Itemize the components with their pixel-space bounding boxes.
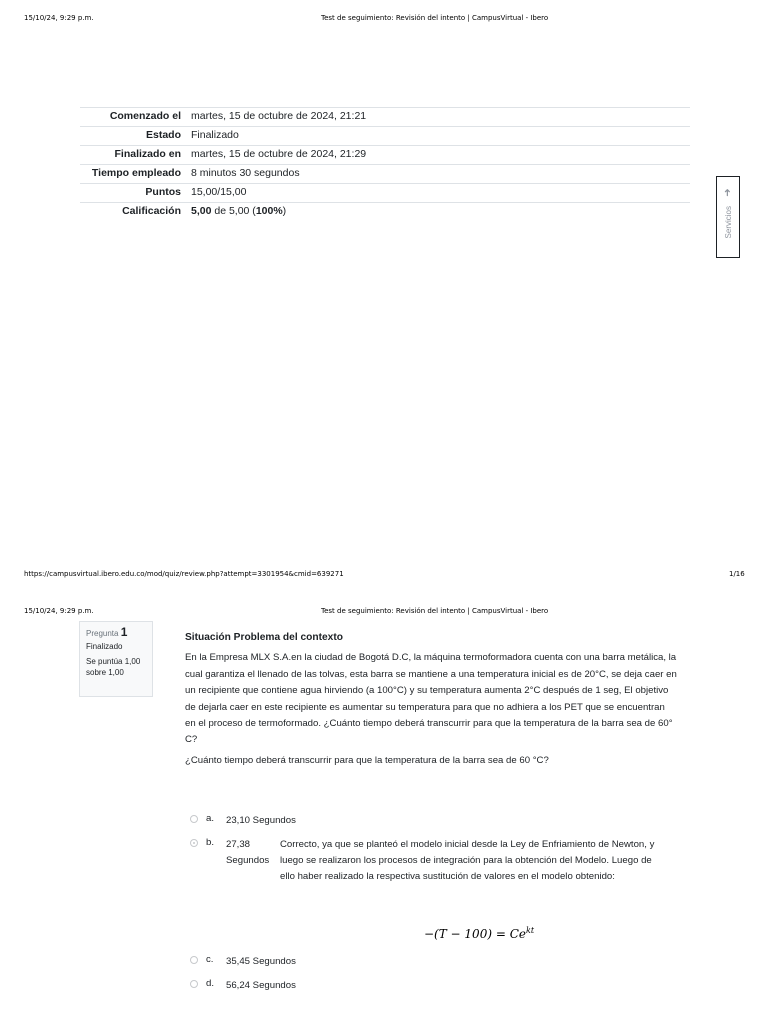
- summary-value: 8 minutos 30 segundos: [186, 165, 690, 184]
- radio-checked-icon[interactable]: [190, 839, 198, 847]
- radio-icon[interactable]: [190, 815, 198, 823]
- question-number: Pregunta 1: [86, 625, 128, 639]
- question-state: Finalizado: [86, 642, 123, 651]
- summary-row-grade: [80, 203, 690, 222]
- attempt-summary-table: [80, 107, 690, 221]
- summary-row-state: [80, 127, 690, 146]
- summary-label: Puntos: [80, 184, 186, 203]
- print-date-header: 15/10/24, 9:29 p.m.: [24, 607, 94, 615]
- print-title-header: Test de seguimiento: Revisión del intento | CampusVirtual - Ibero: [321, 607, 549, 615]
- answer-letter: a.: [206, 813, 215, 824]
- services-label: Servicios: [723, 206, 733, 239]
- services-drawer-button[interactable]: [716, 176, 740, 258]
- grade-score: 5,00: [191, 205, 212, 217]
- summary-label: Tiempo empleado: [80, 165, 186, 184]
- summary-row-points: [80, 184, 690, 203]
- grade-close: ): [282, 205, 287, 217]
- radio-icon[interactable]: [190, 980, 198, 988]
- question-info-box: [79, 621, 153, 697]
- arrow-right-icon: ➜: [722, 188, 734, 197]
- question-title: Situación Problema del contexto: [185, 632, 343, 643]
- summary-label: Comenzado el: [80, 108, 186, 127]
- answer-text: 27,38 Segundos: [226, 839, 270, 866]
- print-title-header: Test de seguimiento: Revisión del intento | CampusVirtual - Ibero: [321, 14, 549, 22]
- question-body: En la Empresa MLX S.A.en la ciudad de Bogotá D.C, la máquina termoformadora cuenta con una barra metálica, la cual garantiza el llenado de las tolvas, esta barra se mantiene a una temperatura inicial es de 20°C, se deja caer en un recipiente que contiene agua hirviendo (a 100°C) y su temperatura aumenta 2°C después de 1 seg, El objetivo de dejarla caer en este recipiente es aumentar su temperatura para que no adhiera a los PET que se encuentran en el proceso de termoformado. ¿Cuánto tiempo deberá transcurrir para que la temperatura de la barra sea de 60° C?: [185, 652, 677, 746]
- answer-feedback: Correcto, ya que se planteó el modelo inicial desde la Ley de Enfriamiento de Newton, y luego se realizaron los procesos de integración para la obtención del Modelo. Luego de ello haber realizado la respectiva sustitución de valores en el modelo obtenido:: [280, 839, 655, 883]
- answer-text: 35,45 Segundos: [226, 956, 296, 967]
- print-url-footer: https://campusvirtual.ibero.edu.co/mod/quiz/review.php?attempt=3301954&cmid=639271: [24, 570, 344, 578]
- grade-percent: 100%: [255, 205, 283, 217]
- summary-value: martes, 15 de octubre de 2024, 21:21: [186, 108, 690, 127]
- answer-letter: c.: [206, 954, 214, 965]
- print-date-header: 15/10/24, 9:29 p.m.: [24, 14, 94, 22]
- answer-text: 56,24 Segundos: [226, 980, 296, 991]
- summary-value: 15,00/15,00: [186, 184, 690, 203]
- summary-label: Calificación: [80, 203, 186, 222]
- answer-letter: b.: [206, 837, 215, 848]
- answer-option[interactable]: [190, 978, 296, 994]
- grade-out-of: de 5,00 (: [211, 205, 256, 217]
- answer-option-selected[interactable]: [190, 837, 666, 886]
- print-page-number: 1/16: [729, 570, 745, 578]
- radio-icon[interactable]: [190, 956, 198, 964]
- summary-value: Finalizado: [186, 127, 690, 146]
- question-text: [185, 630, 677, 769]
- summary-label: Finalizado en: [80, 146, 186, 165]
- question-grade: Se puntúa 1,00 sobre 1,00: [86, 657, 141, 677]
- question-prompt: ¿Cuánto tiempo deberá transcurrir para que la temperatura de la barra sea de 60 °C?: [185, 754, 549, 766]
- answer-text: 23,10 Segundos: [226, 815, 296, 826]
- math-formula: $-(T - 100) = Ce^{kt}$: [424, 926, 535, 941]
- summary-label: Estado: [80, 127, 186, 146]
- summary-row-time-taken: [80, 165, 690, 184]
- grade-value: [186, 203, 690, 222]
- summary-row-started: [80, 108, 690, 127]
- summary-value: martes, 15 de octubre de 2024, 21:29: [186, 146, 690, 165]
- summary-row-completed: [80, 146, 690, 165]
- answer-option[interactable]: [190, 813, 296, 829]
- answer-letter: d.: [206, 978, 215, 989]
- answer-option[interactable]: [190, 954, 296, 970]
